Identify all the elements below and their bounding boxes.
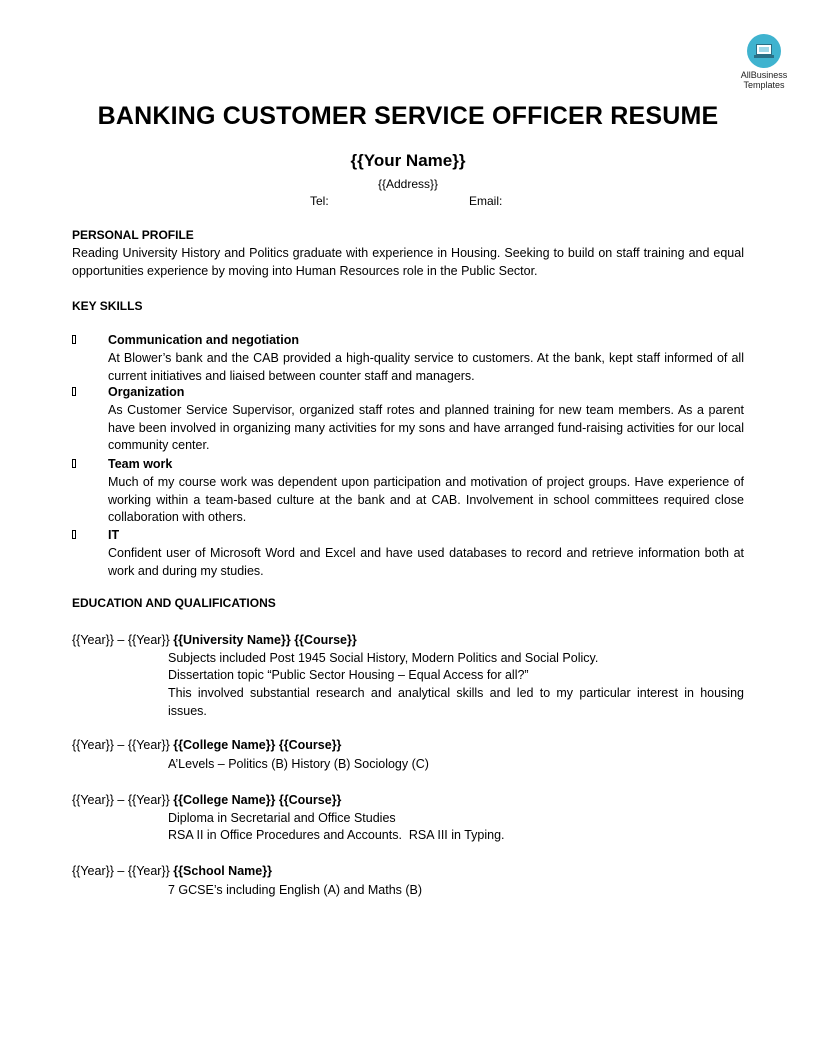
skill-text: As Customer Service Supervisor, organized staff rotes and planned training for new team members. As a parent have been involved in organizing many activities for my sons and have arranged fund-raising activities for our local community center. (108, 403, 744, 452)
skill-title: IT (108, 528, 120, 542)
resume-title: BANKING CUSTOMER SERVICE OFFICER RESUME (97, 102, 719, 130)
education-detail: 7 GCSE’s including English (A) and Maths (B) (168, 883, 423, 897)
bullet-icon (72, 530, 76, 539)
education-years: {{Year}} – {{Year}} (72, 793, 170, 807)
education-entry-header (72, 737, 341, 755)
skills-heading: KEY SKILLS (72, 299, 143, 313)
tel-label: Tel: (310, 194, 329, 208)
bullet-icon (72, 459, 76, 468)
candidate-address: {{Address}} (377, 177, 439, 191)
education-entry-header (72, 863, 272, 881)
skill-text: At Blower’s bank and the CAB provided a high-quality service to customers. At the bank, kept staff informed of all current initiatives and liaised between counter staff and managers. (108, 351, 744, 383)
education-detail: RSA II in Office Procedures and Accounts. RSA III in Typing. (168, 828, 505, 842)
education-detail: Subjects included Post 1945 Social History, Modern Politics and Social Policy. (168, 651, 599, 665)
education-detail: Dissertation topic “Public Sector Housing – Equal Access for all?” (168, 668, 529, 682)
education-detail: This involved substantial research and analytical skills and led to my particular interest in housing issues. (168, 686, 744, 718)
laptop-icon (747, 34, 781, 68)
logo-text-line1: AllBusiness (740, 70, 788, 80)
education-institution: {{School Name}} (173, 864, 272, 878)
education-institution: {{University Name}} {{Course}} (173, 633, 357, 647)
skill-text: Confident user of Microsoft Word and Excel and have used databases to record and retrieve information both at work and during my studies. (108, 546, 744, 578)
skill-text: Much of my course work was dependent upon participation and motivation of project groups. Have experience of working within a team-based culture at the bank and at CAB. Involvement in school committees required close collaboration with others. (108, 475, 744, 524)
skill-title: Organization (108, 385, 185, 399)
education-detail: A’Levels – Politics (B) History (B) Sociology (C) (168, 757, 429, 771)
allbusiness-logo (734, 34, 794, 90)
skill-title: Communication and negotiation (108, 333, 299, 347)
education-entry-header (72, 792, 341, 810)
education-detail: Diploma in Secretarial and Office Studies (168, 811, 396, 825)
candidate-name: {{Your Name}} (350, 151, 466, 170)
education-institution: {{College Name}} {{Course}} (173, 793, 342, 807)
skill-title: Team work (108, 457, 173, 471)
education-years: {{Year}} – {{Year}} (72, 633, 170, 647)
bullet-icon (72, 387, 76, 396)
bullet-icon (72, 335, 76, 344)
education-entry-header (72, 632, 357, 650)
logo-text-line2: Templates (743, 80, 785, 90)
education-institution: {{College Name}} {{Course}} (173, 738, 342, 752)
email-label: Email: (469, 194, 503, 208)
education-years: {{Year}} – {{Year}} (72, 864, 170, 878)
profile-heading: PERSONAL PROFILE (72, 228, 194, 242)
education-years: {{Year}} – {{Year}} (72, 738, 170, 752)
education-heading: EDUCATION AND QUALIFICATIONS (72, 596, 276, 610)
profile-text: Reading University History and Politics graduate with experience in Housing. Seeking to build on staff training and equal opportunities experience by moving into Human Resources role in the Public Sector. (72, 246, 744, 278)
